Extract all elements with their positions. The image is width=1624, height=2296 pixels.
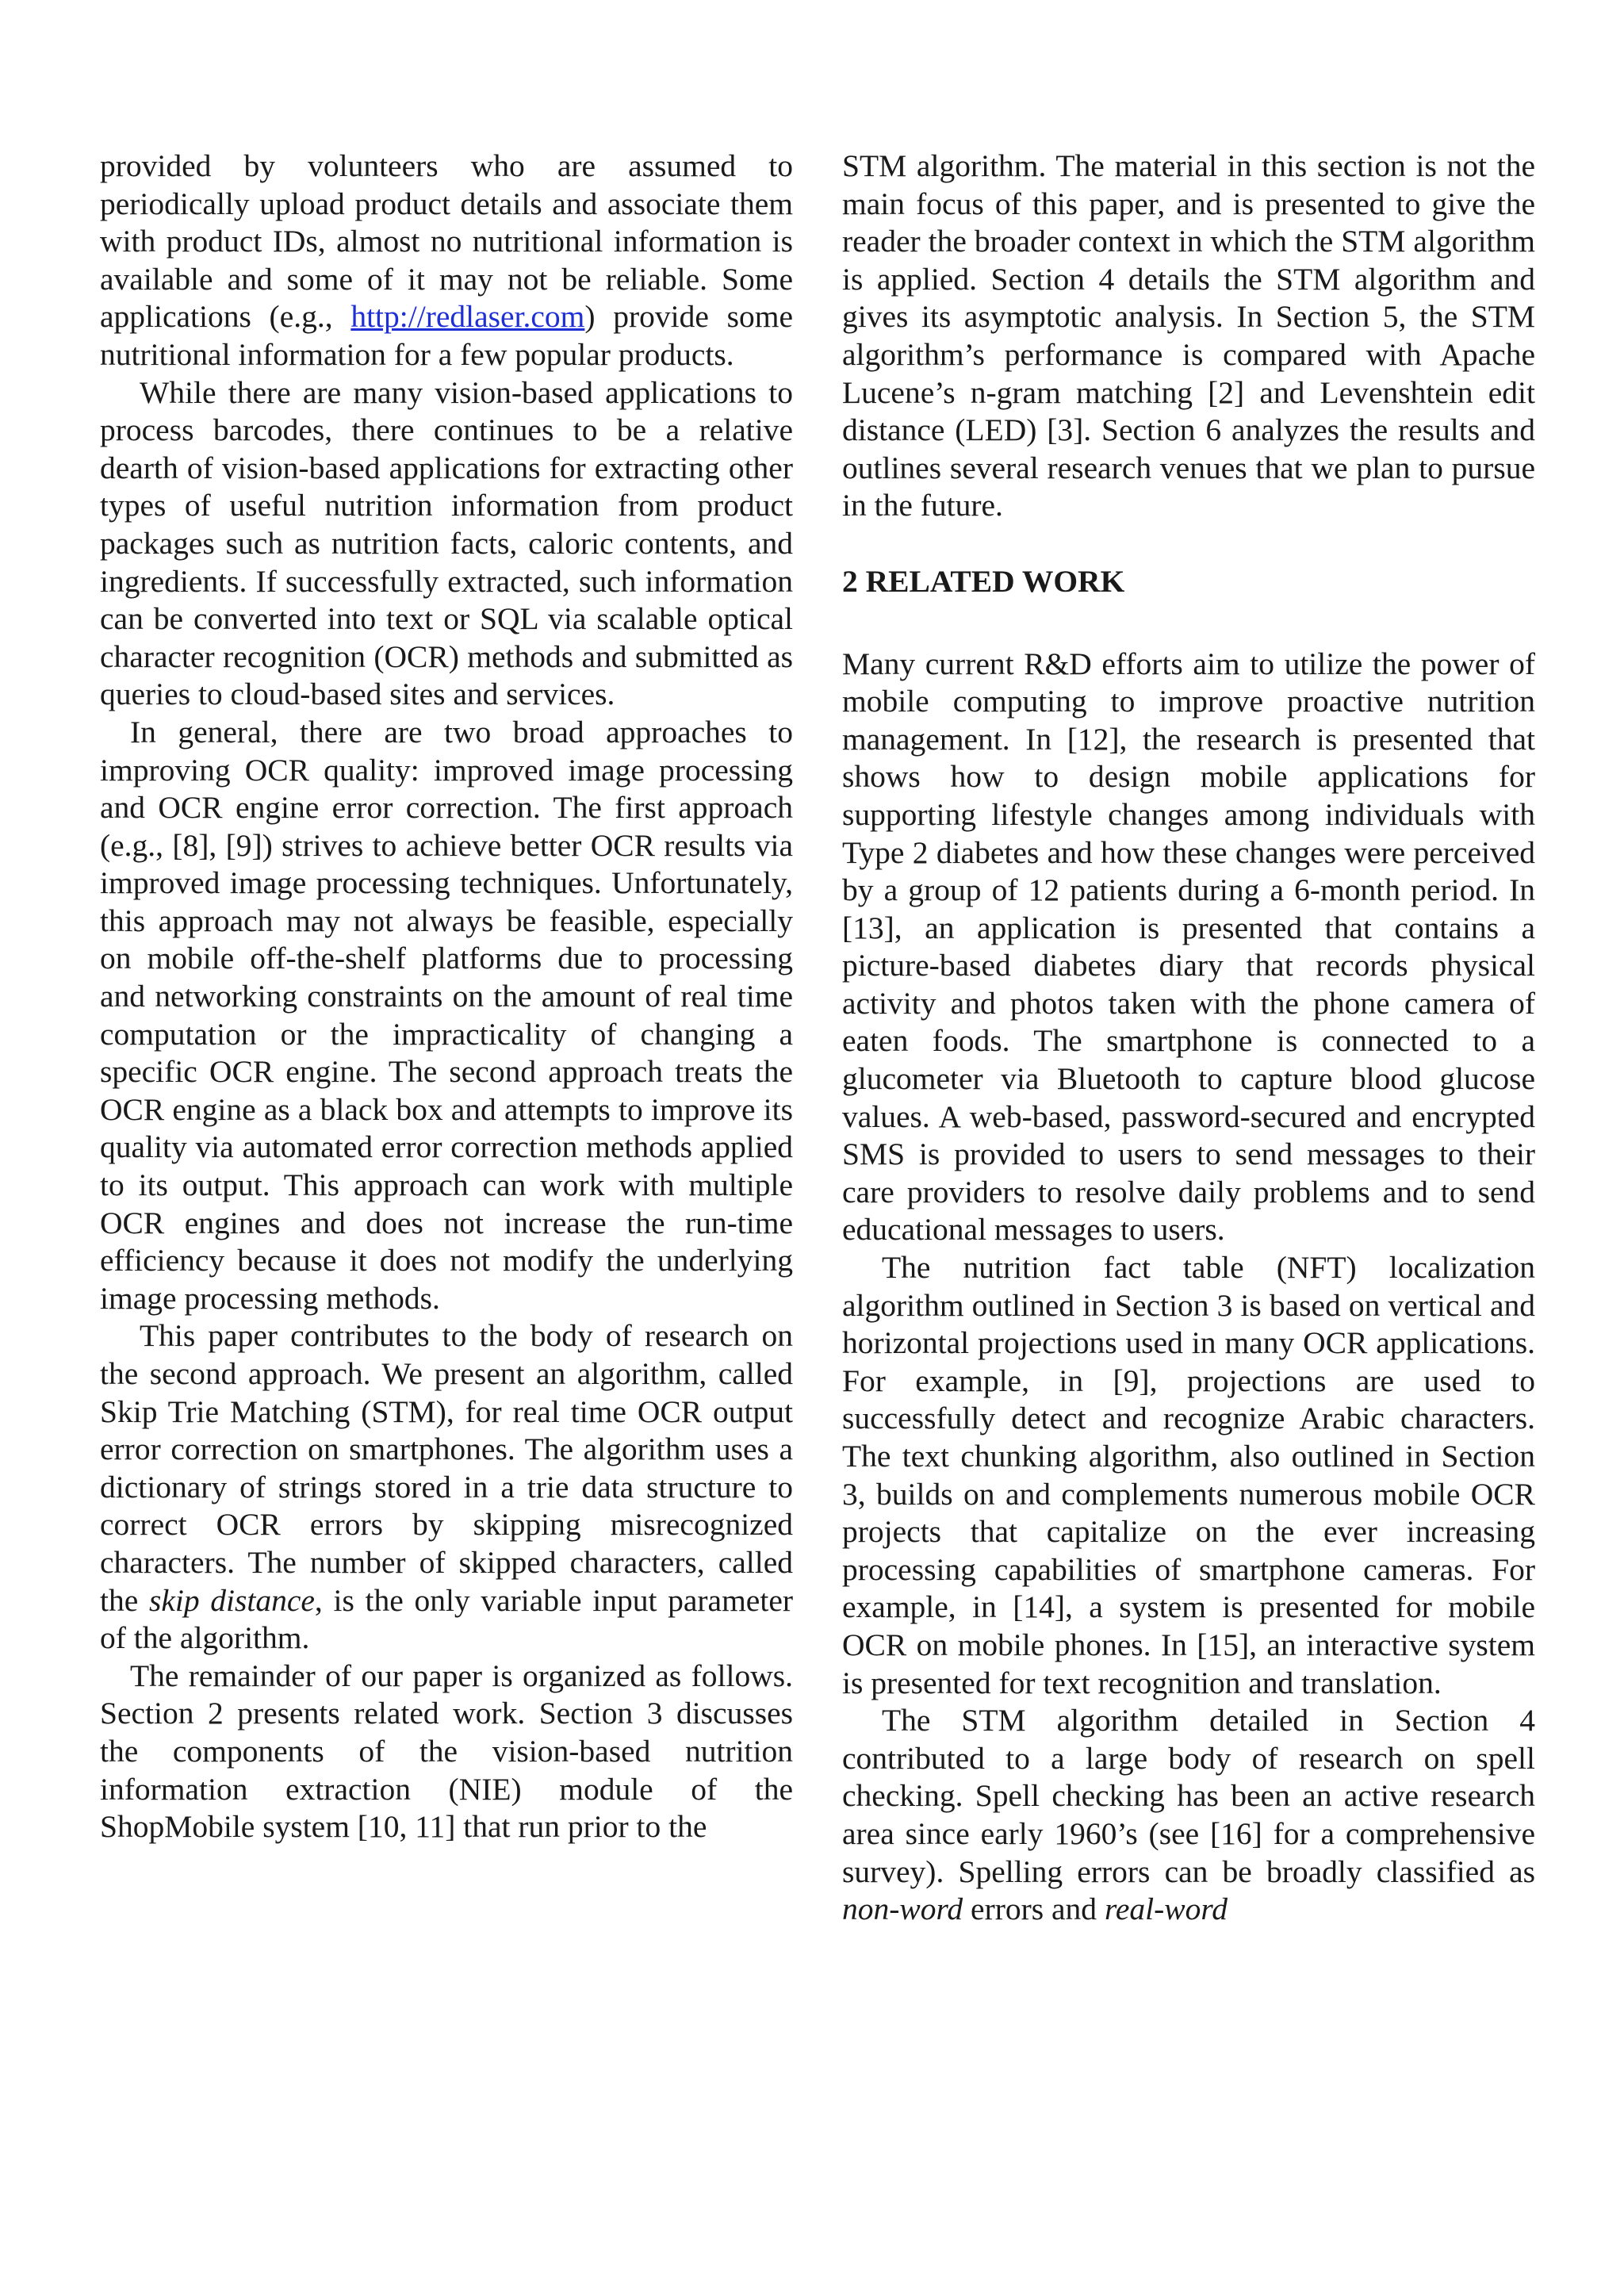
paragraph-text: ) provide some nutritional information for a few popular products. <box>100 299 793 372</box>
right-column <box>842 148 1535 1929</box>
paragraph-left-4 <box>100 1317 793 1657</box>
paragraph-left-2: While there are many vision-based applications to process barcodes, there continues to be a relative dearth of vision-based applications for extracting other types of useful nutrition information from product packages such as nutrition facts, caloric contents, and ingredients. If successfully extracted, such information can be converted into text or SQL via scalable optical character recognition (OCR) methods and submitted as queries to cloud-based sites and services. <box>100 374 793 712</box>
paragraph-left-3: In general, there are two broad approaches to improving OCR quality: improved image processing and OCR engine error correction. The first approach (e.g., [8], [9]) strives to achieve better OCR results via improved image processing techniques. Unfortunately, this approach may not always be feasible, especially on mobile off-the-shelf platforms due to processing and networking constraints on the amount of real time computation or the impracticality of changing a specific OCR engine. The second approach treats the OCR engine as a black box and attempts to improve its quality via automated error correction methods applied to its output. This approach can work with multiple OCR engines and does not increase the run-time efficiency because it does not modify the underlying image processing methods. <box>100 714 793 1316</box>
redlaser-link[interactable]: http://redlaser.com <box>350 299 585 335</box>
paragraph-text: errors and <box>963 1892 1105 1927</box>
paragraph-right-3: The nutrition fact table (NFT) localization algorithm outlined in Section 3 is based on vertical and horizontal projections used in many OCR applications. For example, in [9], projections are used to successfully detect and recognize Arabic characters. The text chunking algorithm, also outlined in Section 3, builds on and complements numerous mobile OCR projects that capitalize on the ever increasing processing capabilities of smartphone cameras. For example, in [14], a system is presented for mobile OCR on mobile phones. In [15], an interactive system is presented for text recognition and translation. <box>842 1250 1535 1700</box>
paragraph-text: , is the only variable input parameter of the algorithm. <box>100 1582 794 1656</box>
paragraph-left-1 <box>100 148 793 374</box>
skip-distance-term: skip distance <box>148 1582 315 1618</box>
paragraph-right-4 <box>842 1702 1535 1929</box>
left-column <box>100 148 793 1846</box>
real-word-term: real-word <box>1104 1892 1228 1927</box>
paragraph-text: This paper contributes to the body of research on the second approach. We present an algorithm, called Skip Trie Matching (STM), for real time OCR output error correction on smartphones. The algorithm uses a dictionary of strings stored in a trie data structure to correct OCR errors by skipping misrecognized characters. The number of skipped characters, called the <box>100 1318 793 1618</box>
paragraph-left-5: The remainder of our paper is organized as follows. Section 2 presents related work. Section 3 discusses the components of the vision-based nutrition information extraction (NIE) module of the ShopMobile system [10, 11] that run prior to the <box>100 1658 793 1845</box>
paragraph-text: The STM algorithm detailed in Section 4 contributed to a large body of research on spell checking. Spell checking has been an active research area since early 1960’s (see [16] for a comprehensive survey). Spelling errors can be broadly classified as <box>842 1703 1535 1889</box>
section-heading-related-work: 2 RELATED WORK <box>842 563 1125 599</box>
paragraph-right-1: STM algorithm. The material in this section is not the main focus of this paper, and is presented to give the reader the broader context in which the STM algorithm is applied. Section 4 details the STM algorithm and gives its asymptotic analysis. In Section 5, the STM algorithm’s performance is compared with Apache Lucene’s n-gram matching [2] and Levenshtein edit distance (LED) [3]. Section 6 analyzes the results and outlines several research venues that we plan to pursue in the future. <box>842 148 1535 523</box>
non-word-term: non-word <box>842 1892 963 1927</box>
paragraph-text: provided by volunteers who are assumed to periodically upload product details and associate them with product IDs, almost no nutritional information is available and some of it may not be reliable. Some applications (e.g., <box>100 148 793 335</box>
paragraph-right-2: Many current R&D efforts aim to utilize the power of mobile computing to improve proactive nutrition management. In [12], the research is presented that shows how to design mobile applications for supporting lifestyle changes among individuals with Type 2 diabetes and how these changes were perceived by a group of 12 patients during a 6-month period. In [13], an application is presented that contains a picture-based diabetes diary that records physical activity and photos taken with the phone camera of eaten foods. The smartphone is connected to a glucometer via Bluetooth to capture blood glucose values. A web-based, password-secured and encrypted SMS is provided to users to send messages to their care providers to resolve daily problems and to send educational messages to users. <box>842 646 1535 1248</box>
